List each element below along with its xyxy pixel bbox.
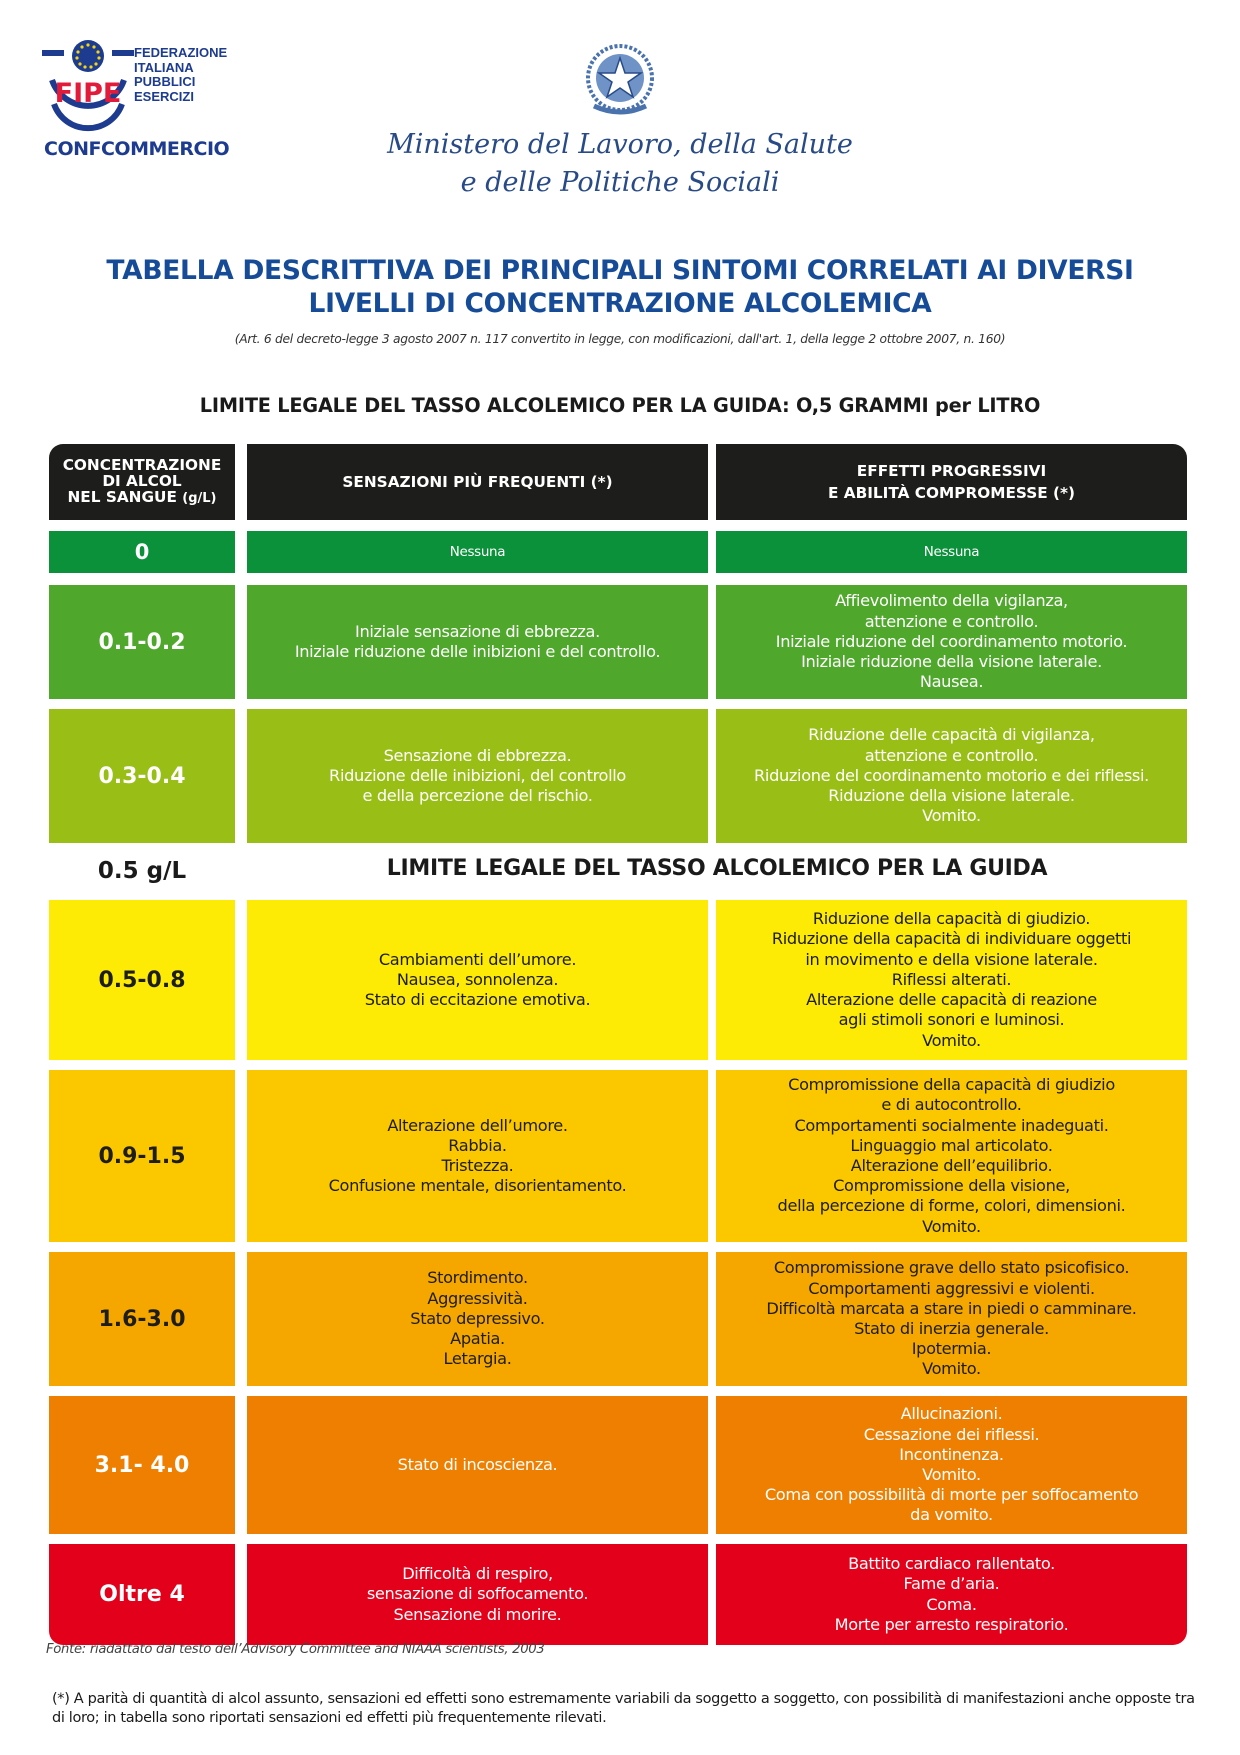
header-text: EFFETTI PROGRESSIVI xyxy=(856,462,1047,480)
effect-line: Battito cardiaco rallentato. xyxy=(848,1554,1055,1574)
effects-cell xyxy=(716,1070,1187,1242)
effect-line: agli stimoli sonori e luminosi. xyxy=(838,1010,1065,1030)
concentration-cell xyxy=(49,1396,235,1534)
effect-line: Nessuna xyxy=(923,543,980,560)
effect-line: Alterazione dell’equilibrio. xyxy=(850,1156,1053,1175)
concentration-level: 0.3-0.4 xyxy=(98,763,186,789)
effect-line: Incontinenza. xyxy=(899,1444,1004,1464)
sensation-line: Rabbia. xyxy=(448,1135,507,1155)
page-title-line1: TABELLA DESCRITTIVA DEI PRINCIPALI SINTOMI CORRELATI AI DIVERSI xyxy=(106,255,1134,286)
sensation-line: Stato depressivo. xyxy=(410,1308,545,1328)
sensation-line: e della percezione del rischio. xyxy=(362,786,593,806)
sensation-line: Iniziale sensazione di ebbrezza. xyxy=(355,621,600,641)
effect-line: Allucinazioni. xyxy=(900,1404,1003,1424)
sensation-line: Aggressività. xyxy=(427,1288,528,1308)
effect-line: della percezione di forme, colori, dimensioni. xyxy=(777,1196,1126,1216)
fipe-name-line: ITALIANA xyxy=(134,59,194,75)
sensation-line: Tristezza. xyxy=(441,1156,514,1175)
effect-line: Coma. xyxy=(926,1594,977,1614)
effect-line: Coma con possibilità di morte per soffocamento xyxy=(764,1485,1139,1505)
header-concentration xyxy=(49,444,235,520)
effects-cell xyxy=(716,709,1187,843)
sensation-line: Stordimento. xyxy=(427,1268,528,1288)
effect-line: Riduzione della capacità di giudizio. xyxy=(812,909,1091,929)
effect-line: Linguaggio mal articolato. xyxy=(850,1135,1053,1155)
fipe-name-line: ESERCIZI xyxy=(134,88,194,104)
sensations-cell xyxy=(247,585,708,699)
fipe-name xyxy=(134,46,227,104)
sensation-line: Sensazione di ebbrezza. xyxy=(383,745,572,765)
sensation-line: Sensazione di morire. xyxy=(393,1604,562,1624)
effect-line: Affievolimento della vigilanza, xyxy=(835,591,1068,611)
sensation-line: Riduzione delle inibizioni, del controllo xyxy=(329,765,626,785)
effect-line: attenzione e controllo. xyxy=(864,745,1039,765)
fipe-name-line: PUBBLICI xyxy=(134,74,196,89)
effect-line: Difficoltà marcata a stare in piedi o camminare. xyxy=(766,1298,1137,1318)
fipe-name-line: FEDERAZIONE xyxy=(134,45,228,60)
effect-line: Iniziale riduzione della visione laterale. xyxy=(801,652,1102,672)
effect-line: Vomito. xyxy=(922,1030,981,1050)
ministry-name-line2: e delle Politiche Sociali xyxy=(460,167,780,198)
effect-line: Riduzione del coordinamento motorio e dei riflessi. xyxy=(754,765,1149,785)
effect-line: Riduzione delle capacità di vigilanza, xyxy=(808,725,1095,745)
concentration-cell xyxy=(49,1252,235,1386)
effects-cell xyxy=(716,585,1187,699)
effect-line: Vomito. xyxy=(922,1465,981,1484)
sensation-line: Apatia. xyxy=(450,1329,505,1349)
effect-line: Vomito. xyxy=(922,806,981,826)
source-note: Fonte: riadattato dal testo dell’Advisory Committee and NIAAA scientists, 2003 xyxy=(46,1642,545,1657)
effect-line: Fame d’aria. xyxy=(903,1574,1000,1594)
legal-limit-heading: LIMITE LEGALE DEL TASSO ALCOLEMICO PER LA GUIDA: O,5 GRAMMI per LITRO xyxy=(199,394,1041,417)
header-text: CONCENTRAZIONE xyxy=(62,456,222,474)
effect-line: Cessazione dei riflessi. xyxy=(863,1424,1040,1444)
sensation-line: Iniziale riduzione delle inibizioni e del controllo. xyxy=(294,642,661,661)
fipe-emblem-icon xyxy=(42,40,134,135)
effect-line: Riduzione della visione laterale. xyxy=(828,786,1075,806)
effect-line: Compromissione grave dello stato psicofisico. xyxy=(773,1258,1130,1278)
concentration-cell xyxy=(49,1070,235,1242)
header-effects xyxy=(716,444,1187,520)
confcommercio-logo: CONFCOMMERCIO xyxy=(44,138,230,160)
header-text: SENSAZIONI PIÙ FREQUENTI (*) xyxy=(342,472,613,491)
effect-line: in movimento e della visione laterale. xyxy=(805,949,1098,969)
effects-cell xyxy=(716,1396,1187,1534)
sensation-line: Stato di eccitazione emotiva. xyxy=(364,990,591,1010)
sensation-line: Difficoltà di respiro, xyxy=(402,1564,553,1584)
fipe-acronym: FIPE xyxy=(54,78,122,109)
effect-line: Vomito. xyxy=(922,1359,981,1379)
effect-line: Morte per arresto respiratorio. xyxy=(834,1614,1069,1634)
sensations-cell xyxy=(247,709,708,843)
effect-line: Comportamenti aggressivi e violenti. xyxy=(808,1278,1095,1298)
star-emblem-icon xyxy=(580,40,660,120)
concentration-level: Oltre 4 xyxy=(99,1582,185,1607)
effects-cell xyxy=(716,1544,1187,1645)
concentration-cell xyxy=(49,709,235,843)
concentration-cell xyxy=(49,1544,235,1645)
ministry-logo xyxy=(380,36,860,216)
concentration-cell xyxy=(49,900,235,1060)
sensation-line: Stato di incoscienza. xyxy=(397,1454,558,1474)
effect-line: attenzione e controllo. xyxy=(864,611,1039,631)
concentration-level: 0.1-0.2 xyxy=(98,629,186,655)
footnote: (*) A parità di quantità di alcol assunto, sensazioni ed effetti sono estremamente variabili da soggetto a soggetto, con possibilità di manifestazioni anche opposte tra di loro; in tabella sono riportati sensazioni ed effetti più frequentemente rilevati. xyxy=(52,1691,1195,1726)
header-text: DI ALCOL xyxy=(102,472,182,490)
sensations-cell xyxy=(247,1070,708,1242)
header-sensations xyxy=(247,444,708,520)
concentration-cell xyxy=(49,585,235,699)
concentration-level: 3.1- 4.0 xyxy=(94,1452,190,1478)
limit-label: LIMITE LEGALE DEL TASSO ALCOLEMICO PER LA GUIDA xyxy=(386,856,1048,881)
effect-line: Vomito. xyxy=(922,1216,981,1236)
sensations-cell xyxy=(247,1252,708,1386)
concentration-level: 0.9-1.5 xyxy=(98,1143,186,1169)
sensations-cell xyxy=(247,1396,708,1534)
effects-cell xyxy=(716,531,1187,573)
effect-line: Alterazione delle capacità di reazione xyxy=(806,990,1097,1010)
effect-line: da vomito. xyxy=(910,1505,993,1525)
effect-line: e di autocontrollo. xyxy=(881,1095,1022,1115)
page-title xyxy=(40,254,1200,320)
effects-cell xyxy=(716,1252,1187,1386)
effect-line: Compromissione della visione, xyxy=(833,1176,1070,1196)
page-title-line2: LIVELLI DI CONCENTRAZIONE ALCOLEMICA xyxy=(308,288,932,319)
header-unit: (g/L) xyxy=(182,491,217,506)
sensations-cell xyxy=(247,531,708,573)
sensation-line: Confusione mentale, disorientamento. xyxy=(328,1176,627,1196)
header-text: NEL SANGUE xyxy=(67,488,177,506)
effect-line: Ipotermia. xyxy=(911,1339,992,1359)
effects-cell xyxy=(716,900,1187,1060)
header-text: E ABILITÀ COMPROMESSE (*) xyxy=(827,484,1076,502)
effect-line: Riflessi alterati. xyxy=(891,969,1012,989)
effect-line: Nausea. xyxy=(919,672,984,692)
sensation-line: Letargia. xyxy=(443,1349,512,1369)
effect-line: Riduzione della capacità di individuare oggetti xyxy=(771,929,1132,949)
sensations-cell xyxy=(247,1544,708,1645)
sensations-cell xyxy=(247,900,708,1060)
sensation-line: Nausea, sonnolenza. xyxy=(396,969,559,989)
concentration-cell xyxy=(49,531,235,573)
effect-line: Stato di inerzia generale. xyxy=(854,1319,1049,1338)
sensation-line: sensazione di soffocamento. xyxy=(366,1584,589,1604)
concentration-level: 1.6-3.0 xyxy=(98,1306,186,1332)
effect-line: Comportamenti socialmente inadeguati. xyxy=(794,1115,1109,1135)
sensation-line: Cambiamenti dell’umore. xyxy=(378,949,577,969)
legal-reference: (Art. 6 del decreto-legge 3 agosto 2007 n. 117 convertito in legge, con modificazioni, dall'art. 1, della legge 2 ottobre 2007, n. 160) xyxy=(234,332,1006,346)
effect-line: Compromissione della capacità di giudizio xyxy=(788,1075,1115,1095)
effect-line: Iniziale riduzione del coordinamento motorio. xyxy=(775,631,1128,651)
sensation-line: Alterazione dell’umore. xyxy=(387,1115,568,1135)
ministry-name-line1: Ministero del Lavoro, della Salute xyxy=(387,129,853,160)
fipe-logo xyxy=(42,40,242,165)
sensation-line: Nessuna xyxy=(449,543,506,560)
concentration-level: 0.5-0.8 xyxy=(98,967,186,993)
limit-value: 0.5 g/L xyxy=(97,858,187,884)
concentration-level: 0 xyxy=(134,540,150,564)
